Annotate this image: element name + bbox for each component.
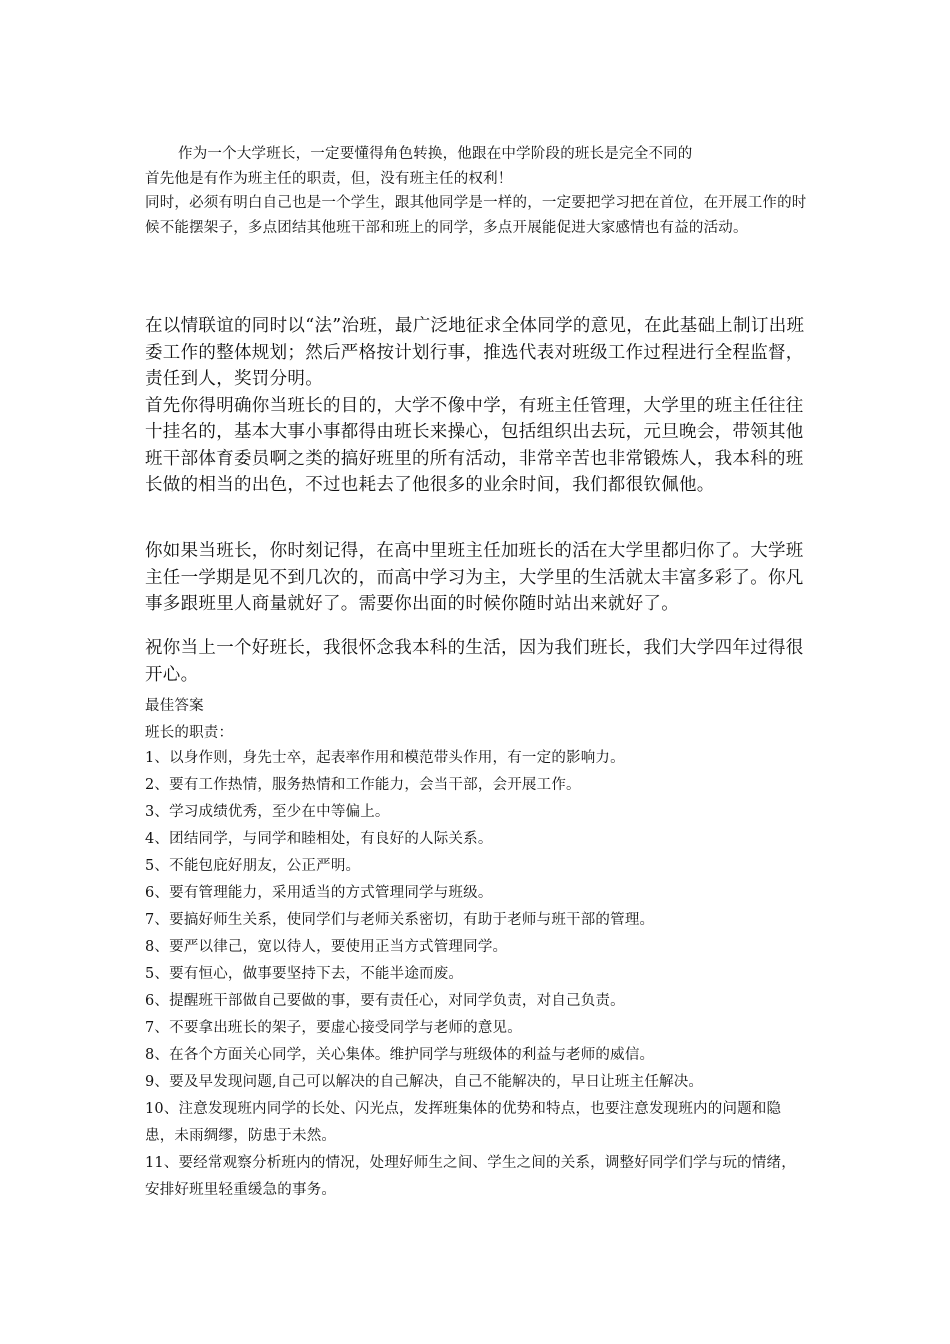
answer-paragraph-4: 祝你当上一个好班长，我很怀念我本科的生活，因为我们班长，我们大学四年过得很开心。 bbox=[145, 638, 804, 685]
duties-list bbox=[145, 745, 810, 1204]
intro-section bbox=[145, 142, 810, 240]
intro-paragraph-2: 同时，必须有明白自己也是一个学生，跟其他同学是一样的，一定要把学习把在首位，在开展工作的时候不能摆架子，多点团结其他班干部和班上的同学，多点开展能促进大家感情也有益的活动。 bbox=[145, 195, 807, 236]
answer-section bbox=[145, 313, 810, 499]
list-item: 11、要经常观察分析班内的情况，处理好师生之间、学生之间的关系，调整好同学们学与玩的情绪，安排好班里轻重缓急的事务。 bbox=[145, 1155, 796, 1198]
intro-line-1: 作为一个大学班长，一定要懂得角色转换，他跟在中学阶段的班长是完全不同的 bbox=[178, 146, 693, 162]
answer-paragraph-4-block bbox=[145, 635, 810, 688]
best-answer-heading: 最佳答案 bbox=[145, 698, 204, 714]
list-item: 3、学习成绩优秀，至少在中等偏上。 bbox=[145, 804, 390, 820]
list-item: 1、以身作则，身先士卒，起表率作用和模范带头作用，有一定的影响力。 bbox=[145, 750, 625, 766]
answer-paragraph-1: 在以情联谊的同时以“法”治班，最广泛地征求全体同学的意见，在此基础上制订出班委工作的整体规划；然后严格按计划行事，推选代表对班级工作过程进行全程监督，责任到人，奖罚分明。 bbox=[145, 316, 805, 389]
intro-line-2: 首先他是有作为班主任的职责，但，没有班主任的权利！ bbox=[145, 170, 513, 187]
list-item: 7、要搞好师生关系，使同学们与老师关系密切，有助于老师与班干部的管理。 bbox=[145, 912, 655, 928]
list-item: 8、要严以律己，宽以待人，要使用正当方式管理同学。 bbox=[145, 939, 508, 955]
list-item: 7、不要拿出班长的架子，要虚心接受同学与老师的意见。 bbox=[145, 1020, 522, 1036]
list-item: 6、要有管理能力，采用适当的方式管理同学与班级。 bbox=[145, 885, 493, 901]
answer-paragraph-3: 你如果当班长，你时刻记得，在高中里班主任加班长的活在大学里都归你了。大学班主任一学期是见不到几次的，而高中学习为主，大学里的生活就太丰富多彩了。你凡事多跟班里人商量就好了。需要你出面的时候你随时站出来就好了。 bbox=[145, 541, 804, 614]
best-answer-header bbox=[145, 693, 810, 747]
list-item: 4、团结同学，与同学和睦相处，有良好的人际关系。 bbox=[145, 831, 493, 847]
list-item: 10、注意发现班内同学的长处、闪光点，发挥班集体的优势和特点，也要注意发现班内的问题和隐患，未雨绸缪，防患于未然。 bbox=[145, 1101, 782, 1144]
answer-paragraph-3-block bbox=[145, 538, 810, 618]
answer-paragraph-2: 首先你得明确你当班长的目的，大学不像中学，有班主任管理，大学里的班主任往往十挂名的，基本大事小事都得由班长来操心，包括组织出去玩，元旦晚会，带领其他班干部体育委员啊之类的搞好班里的所有活动，非常辛苦也非常锻炼人，我本科的班长做的相当的出色，不过也耗去了他很多的业余时间，我们都很钦佩他。 bbox=[145, 395, 804, 495]
list-item: 2、要有工作热情，服务热情和工作能力，会当干部，会开展工作。 bbox=[145, 777, 581, 793]
duties-subheading: 班长的职责： bbox=[145, 725, 234, 741]
list-item: 5、不能包庇好朋友，公正严明。 bbox=[145, 858, 361, 874]
list-item: 9、要及早发现问题,自己可以解决的自己解决，自己不能解决的，早日让班主任解决。 bbox=[145, 1074, 704, 1090]
list-item: 6、提醒班干部做自己要做的事，要有责任心，对同学负责，对自己负责。 bbox=[145, 993, 625, 1009]
list-item: 8、在各个方面关心同学，关心集体。维护同学与班级体的利益与老师的威信。 bbox=[145, 1047, 655, 1063]
list-item: 5、要有恒心，做事要坚持下去，不能半途而废。 bbox=[145, 966, 464, 982]
